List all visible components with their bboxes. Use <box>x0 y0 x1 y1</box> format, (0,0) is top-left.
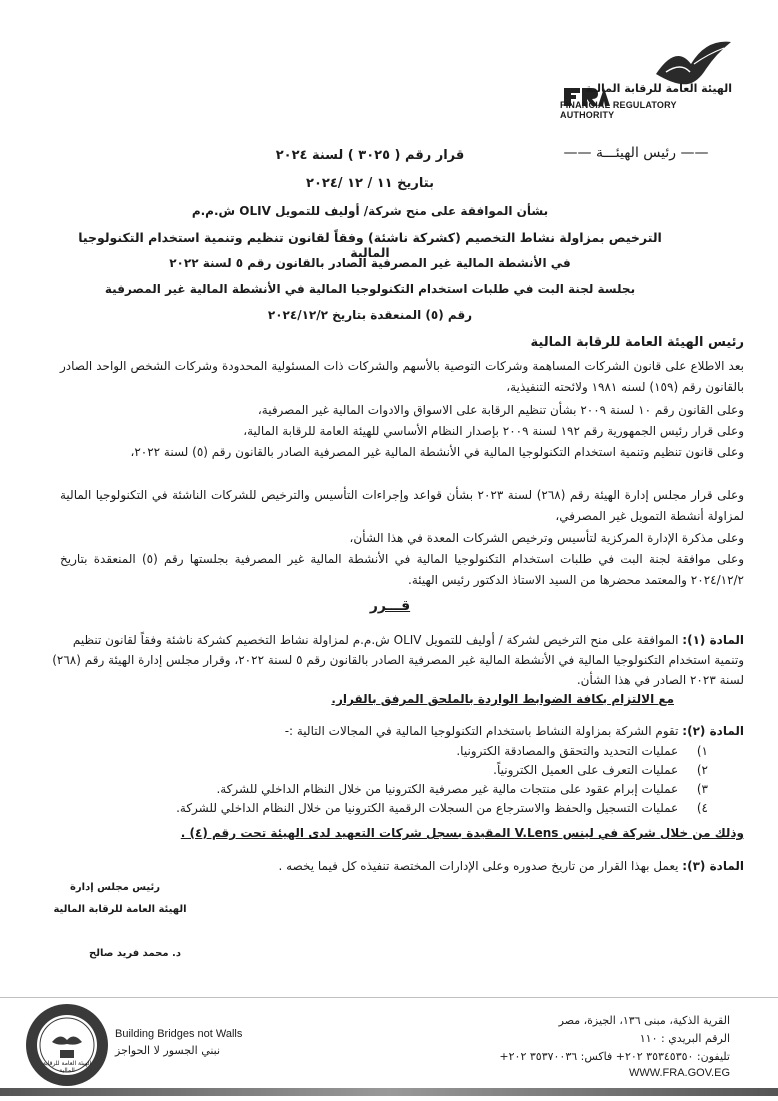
decision-number: قرار رقم ( ٣٠٢٥ ) لسنة ٢٠٢٤ <box>275 148 465 163</box>
signature-org: الهيئة العامة للرقابة المالية <box>53 904 187 915</box>
footer-website[interactable]: WWW.FRA.GOV.EG <box>628 1067 730 1079</box>
seal-icon <box>24 1002 110 1088</box>
fra-logo <box>560 34 740 124</box>
president-label: رئيس الهيئـــة <box>595 145 677 161</box>
article-3-text: يعمل بهذا القرار من تاريخ صدوره وعلى الإدارات المختصة تنفيذه كل فيما يخصه . <box>278 859 679 873</box>
article-1-text: الموافقة على منح الترخيص لشركة / أوليف للتمويل OLIV ش.م.م لمزاولة نشاط التخصيم كشركة ناشئة وفقاً لقانون تنظيم وتنمية استخدام التكنولوجيا المالية في الأنشطة المالية غير المصرفية الصادر بالقانون رقم ٥ لسنة ٢٠٢٢، وقرار مجلس إدارة الهيئة رقم (٢٦٨) لسنة ٢٠٢٣ الصادر في هذا الشأن. <box>52 633 744 687</box>
slogan-english: Building Bridges not Walls <box>115 1028 243 1040</box>
article-3-label: المادة (٣): <box>682 859 744 873</box>
list-item-text: عمليات التعرف على العميل الكترونياً. <box>493 763 679 777</box>
list-item-text: عمليات إبرام عقود على منتجات مالية غير مصرفية الكترونيا من خلال النظام الداخلي للشركة. <box>216 782 679 796</box>
preamble-paragraph: وعلى قرار رئيس الجمهورية رقم ١٩٢ لسنة ٢٠٠٩ بإصدار النظام الأساسي للهيئة العامة للرقابة المالية، <box>243 424 744 438</box>
slogan-arabic: نبني الجسور لا الحواجز <box>115 1044 221 1057</box>
org-name-english: FINANCIAL REGULATORY AUTHORITY <box>560 100 677 120</box>
article-3 <box>60 859 744 873</box>
signatory-name: د. محمد فريد صالح <box>89 948 181 959</box>
article-2-label: المادة (٢): <box>682 724 744 738</box>
list-item-number: ٢) <box>696 763 708 777</box>
preamble-paragraph: وعلى مذكرة الإدارة المركزية لتأسيس وترخيص الشركات المعدة في هذا الشأن، <box>349 531 744 545</box>
list-item <box>88 744 708 758</box>
article-1 <box>40 630 744 690</box>
signature-title: رئيس مجلس إدارة <box>70 882 160 893</box>
subject-line: بجلسة لجنة البت في طلبات استخدام التكنولوجيا المالية في الأنشطة المالية غير المصرفية <box>104 282 636 296</box>
preamble-paragraph: وعلى القانون رقم ١٠ لسنة ٢٠٠٩ بشأن تنظيم الرقابة على الاسواق والادوات المالية غير المصرفية، <box>257 403 744 417</box>
footer-divider <box>0 997 778 998</box>
subject-line: بشأن الموافقة على منح شركة/ أوليف للتمويل OLIV ش.م.م <box>191 204 549 218</box>
footer-postal: الرقم البريدي : ١١٠ <box>639 1032 730 1045</box>
article-2-note: وذلك من خلال شركة في لينس V.Lens المقيدة بسجل شركات التعهيد لدى الهيئة تحت رقم (٤) . <box>180 826 744 840</box>
decides-heading: قـــرر <box>369 598 411 614</box>
list-item-number: ٣) <box>696 782 708 796</box>
article-2-text: تقوم الشركة بمزاولة النشاط باستخدام التكنولوجيا المالية في المجالات التالية :- <box>284 724 679 738</box>
preamble-paragraph: وعلى قرار مجلس إدارة الهيئة رقم (٢٦٨) لسنة ٢٠٢٣ بشأن قواعد وإجراءات التأسيس والترخيص للشركات الناشئة في التكنولوجيا المالية لمزاولة أنشطة التمويل غير المصرفي، <box>60 488 744 523</box>
article-1-note: مع الالتزام بكافة الضوابط الواردة بالملحق المرفق بالقرار. <box>331 692 674 706</box>
seal-text: الهيئة العامة للرقابة المالية <box>42 1060 92 1074</box>
preamble-heading: رئيس الهيئة العامة للرقابة المالية <box>530 335 744 350</box>
list-item-number: ١) <box>696 744 708 758</box>
list-item <box>88 782 708 796</box>
list-item <box>88 801 708 815</box>
footer-address: القرية الذكية، مبنى ١٣٦، الجيزة، مصر <box>558 1014 730 1027</box>
president-header: —— رئيس الهيئـــة —— <box>563 145 709 161</box>
subject-line: رقم (٥) المنعقدة بتاريخ ٢٠٢٤/١٢/٢ <box>267 308 473 322</box>
footer-phones: تليفون: ٣٥٣٤٥٣٥٠ ٢٠٢+ فاكس: ٣٥٣٧٠٠٣٦ ٢٠٢+ <box>499 1050 730 1063</box>
list-item-text: عمليات التحديد والتحقق والمصادقة الكترونيا. <box>456 744 679 758</box>
preamble-paragraph: بعد الاطلاع على قانون الشركات المساهمة وشركات التوصية بالأسهم والشركات ذات المسئولية المحدودة وشركات الشخص الواحد الصادر بالقانون رقم (١٥٩) لسنه ١٩٨١ ولائحته التنفيذية، <box>60 359 744 394</box>
preamble-paragraph: وعلى قانون تنظيم وتنمية استخدام التكنولوجيا المالية في الأنشطة المالية غير المصرفية الصادر بالقانون رقم (٥) لسنة ٢٠٢٢، <box>130 445 744 459</box>
article-2 <box>60 724 744 738</box>
preamble-paragraph: وعلى موافقة لجنة البت في طلبات استخدام التكنولوجيا المالية في الأنشطة المالية غير المصرفية بجلستها رقم (٥) المنعقدة بتاريخ ٢٠٢٤/١٢/٢ والمعتمد محضرها من السيد الاستاذ الدكتور رئيس الهيئة. <box>60 552 744 587</box>
list-item <box>88 763 708 777</box>
subject-line: في الأنشطة المالية غير المصرفية الصادر بالقانون رقم ٥ لسنة ٢٠٢٢ <box>169 256 571 270</box>
list-item-text: عمليات التسجيل والحفظ والاسترجاع من السجلات الرقمية الكترونيا من خلال النظام الداخلي للشركة. <box>176 801 679 815</box>
list-item-number: ٤) <box>696 801 708 815</box>
fra-seal <box>24 1002 110 1088</box>
decision-date: بتاريخ ١١ / ١٢ /٢٠٢٤ <box>306 176 434 191</box>
org-name-arabic: الهيئة العامة للرقابة المالية <box>585 82 732 95</box>
article-1-label: المادة (١): <box>682 633 744 647</box>
subject-line: الترخيص بمزاولة نشاط التخصيم (كشركة ناشئة) وفقاً لقانون تنظيم وتنمية استخدام التكنولوجيا المالية <box>78 230 662 260</box>
footer-bar <box>0 1088 778 1096</box>
